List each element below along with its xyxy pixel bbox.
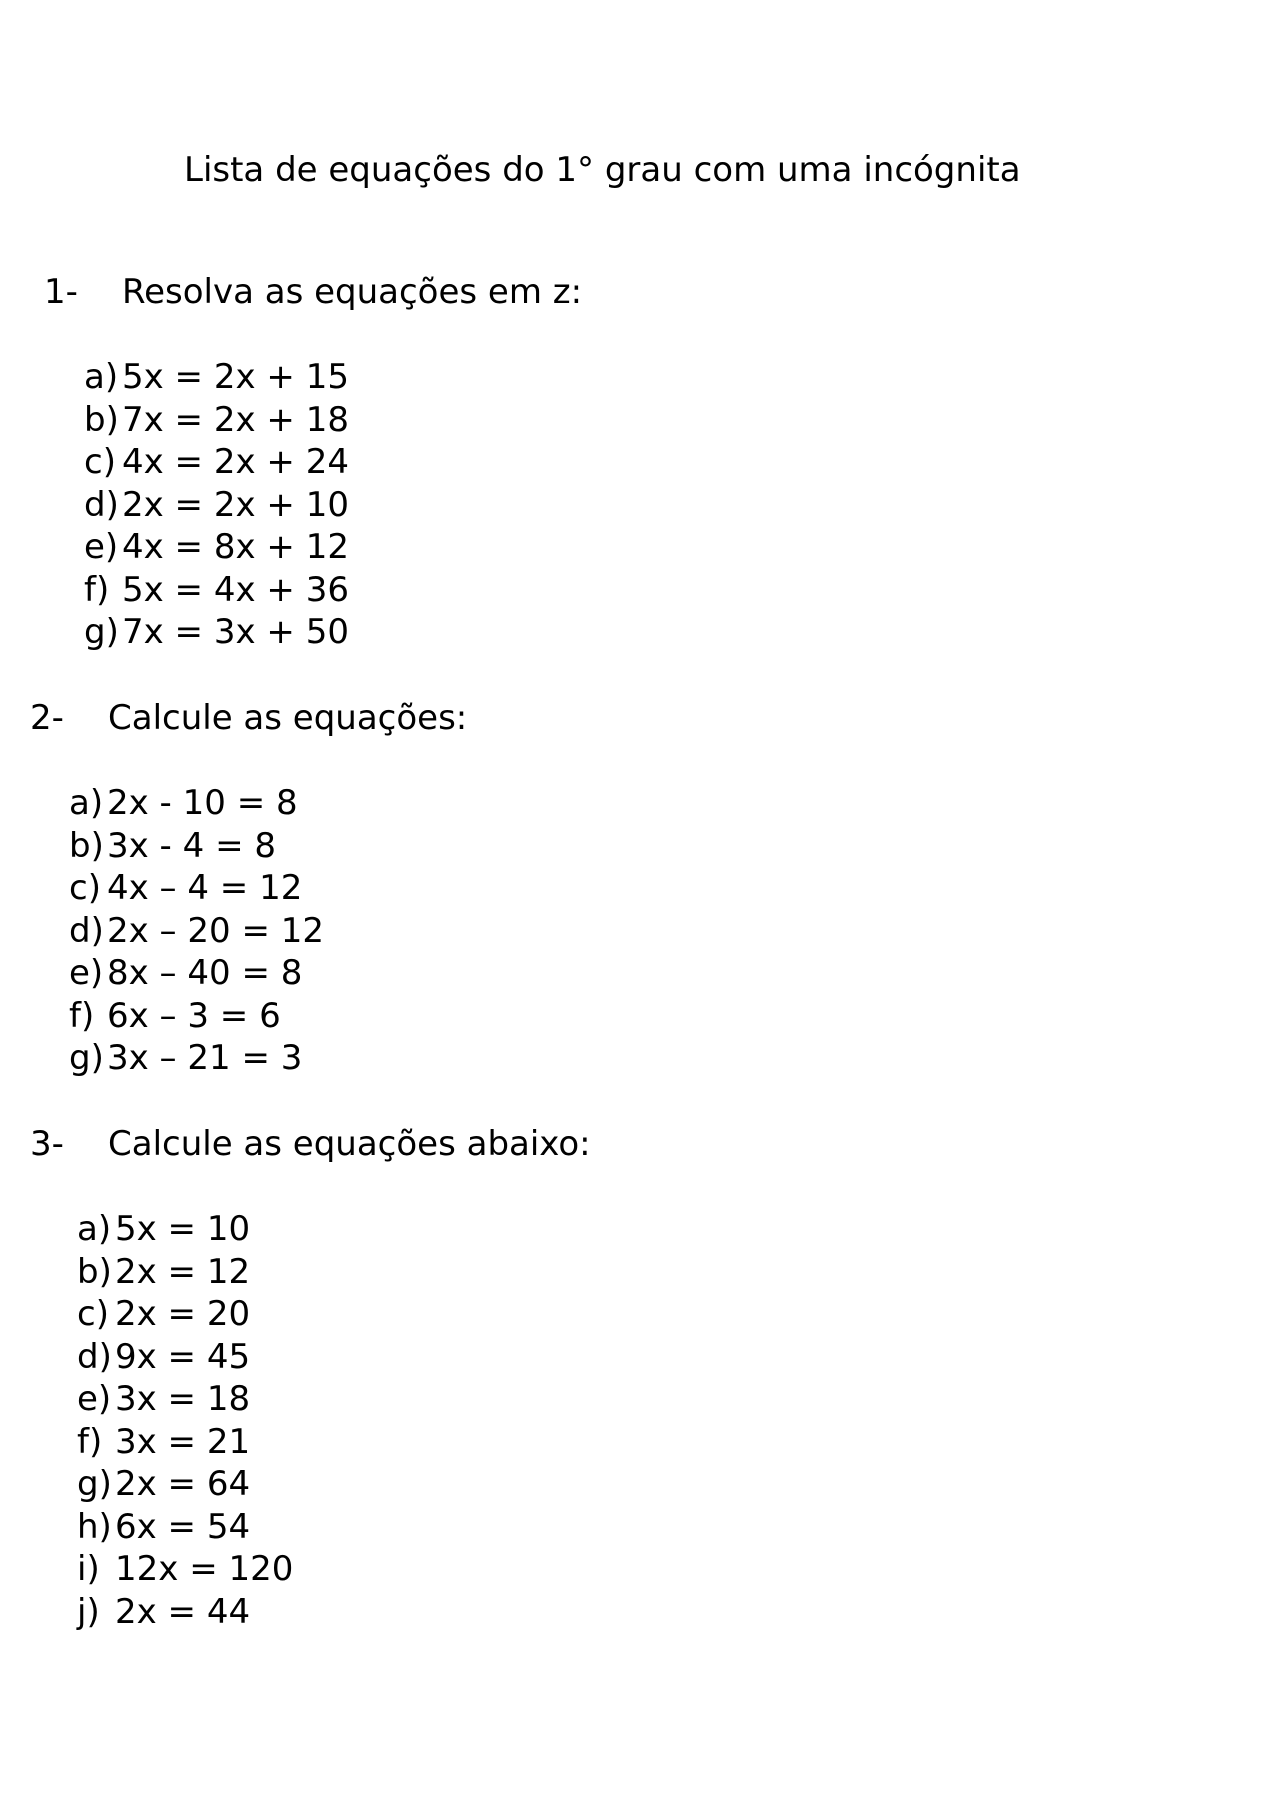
item-letter: f) — [84, 569, 110, 610]
item-letter: j) — [77, 1591, 100, 1632]
item-letter: d) — [69, 910, 104, 951]
section-3-list — [77, 1208, 477, 1633]
section-title: Resolva as equações em z: — [122, 272, 583, 312]
item-equation: 4x = 2x + 24 — [122, 442, 349, 482]
list-item — [84, 569, 484, 612]
section-3-heading — [30, 1124, 690, 1164]
list-item — [77, 1463, 477, 1506]
section-2-heading — [30, 698, 590, 738]
item-letter: c) — [84, 442, 116, 482]
item-equation: 3x - 4 = 8 — [107, 825, 277, 866]
section-1-heading — [44, 272, 664, 312]
list-item — [69, 910, 469, 953]
list-item — [77, 1421, 477, 1464]
item-letter: e) — [69, 953, 104, 993]
list-item — [77, 1378, 477, 1421]
item-letter: i) — [77, 1549, 100, 1589]
item-equation: 2x = 2x + 10 — [122, 484, 349, 525]
item-equation: 2x - 10 = 8 — [107, 783, 298, 823]
item-equation: 9x = 45 — [115, 1336, 251, 1377]
item-equation: 3x = 18 — [115, 1379, 251, 1419]
item-letter: f) — [77, 1421, 103, 1462]
list-item — [77, 1336, 477, 1379]
item-equation: 4x – 4 = 12 — [107, 868, 303, 908]
list-item — [77, 1548, 477, 1591]
item-equation: 7x = 2x + 18 — [122, 399, 349, 440]
item-equation: 5x = 4x + 36 — [122, 569, 349, 610]
item-equation: 3x – 21 = 3 — [107, 1038, 303, 1078]
list-item — [69, 867, 469, 910]
list-item — [77, 1251, 477, 1294]
section-number: 1- — [44, 272, 78, 312]
item-letter: a) — [69, 783, 104, 823]
list-item — [84, 441, 484, 484]
item-equation: 8x – 40 = 8 — [107, 953, 303, 993]
list-item — [84, 356, 484, 399]
list-item — [84, 484, 484, 527]
item-letter: e) — [84, 527, 119, 567]
item-equation: 2x = 20 — [115, 1294, 251, 1334]
item-equation: 2x = 12 — [115, 1251, 251, 1292]
item-letter: e) — [77, 1379, 112, 1419]
item-equation: 2x = 64 — [115, 1464, 251, 1504]
item-letter: b) — [84, 399, 119, 440]
list-item — [69, 1037, 469, 1080]
item-equation: 3x = 21 — [115, 1421, 251, 1462]
item-letter: h) — [77, 1506, 112, 1547]
item-letter: g) — [77, 1464, 112, 1504]
item-equation: 2x – 20 = 12 — [107, 910, 324, 951]
item-equation: 6x = 54 — [115, 1506, 251, 1547]
list-item — [77, 1591, 477, 1634]
item-equation: 5x = 2x + 15 — [122, 357, 349, 397]
section-number: 3- — [30, 1124, 64, 1164]
section-1-list — [84, 356, 484, 654]
item-letter: b) — [77, 1251, 112, 1292]
item-letter: d) — [84, 484, 119, 525]
section-number: 2- — [30, 698, 64, 738]
item-letter: a) — [77, 1209, 112, 1249]
item-equation: 4x = 8x + 12 — [122, 527, 349, 567]
list-item — [77, 1208, 477, 1251]
item-equation: 2x = 44 — [115, 1591, 251, 1632]
item-equation: 5x = 10 — [115, 1209, 251, 1249]
item-letter: g) — [84, 612, 119, 652]
section-title: Calcule as equações: — [108, 698, 468, 738]
list-item — [69, 782, 469, 825]
item-letter: d) — [77, 1336, 112, 1377]
item-equation: 7x = 3x + 50 — [122, 612, 349, 652]
section-title: Calcule as equações abaixo: — [108, 1124, 591, 1164]
item-letter: b) — [69, 825, 104, 866]
item-letter: a) — [84, 357, 119, 397]
item-letter: c) — [69, 868, 101, 908]
item-letter: f) — [69, 995, 95, 1036]
item-letter: c) — [77, 1294, 109, 1334]
item-letter: g) — [69, 1038, 104, 1078]
item-equation: 12x = 120 — [115, 1549, 294, 1589]
list-item — [69, 952, 469, 995]
list-item — [84, 399, 484, 442]
list-item — [77, 1293, 477, 1336]
item-equation: 6x – 3 = 6 — [107, 995, 281, 1036]
list-item — [84, 526, 484, 569]
section-2-list — [69, 782, 469, 1080]
page-title: Lista de equações do 1° grau com uma incógnita — [184, 150, 1021, 190]
list-item — [84, 611, 484, 654]
list-item — [77, 1506, 477, 1549]
list-item — [69, 825, 469, 868]
list-item — [69, 995, 469, 1038]
